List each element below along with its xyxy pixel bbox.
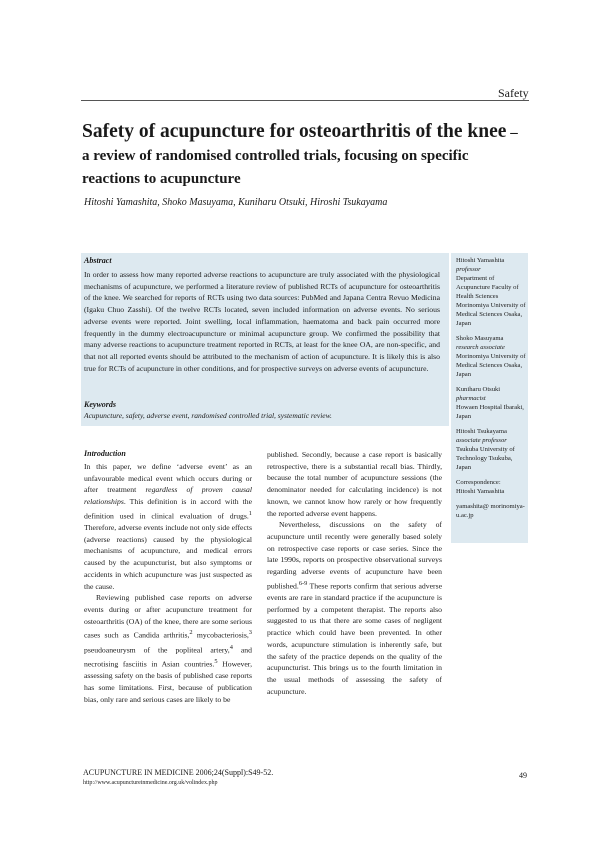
keywords-heading: Keywords: [84, 400, 116, 409]
intro-paragraph-3: published. Secondly, because a case report is basically retrospective, there is a substantial recall bias. Thirdly, because the total number of acupuncture sessions (the denominator needed for calculating incidence) is not known, we cannot know how rarely or how frequently the reported adverse event happens.: [267, 450, 442, 518]
citation-ref: 3: [248, 629, 252, 637]
author-4-affiliation: Tsukuba University of Technology Tsukuba, Japan: [456, 446, 515, 471]
author-2-affiliation: Morinomiya University of Medical Sciences Osaka, Japan: [456, 353, 526, 378]
citation-ref: 4: [229, 643, 233, 651]
intro-p2-text-b: mycobacteriosis,: [192, 630, 249, 640]
citation-ref: 2: [189, 629, 193, 637]
author-1-role: professor: [456, 266, 481, 273]
correspondence: [456, 478, 528, 496]
citation-ref: 5: [214, 657, 218, 665]
author-list: Hitoshi Yamashita, Shoko Masuyama, Kuniharu Otsuki, Hiroshi Tsukayama: [84, 197, 388, 208]
footer-url[interactable]: http://www.acupunctureinmedicine.org.uk/volindex.php: [83, 780, 218, 786]
author-3-role: pharmacist: [456, 395, 486, 402]
section-label: Safety: [498, 86, 529, 100]
author-4-role: associate professor: [456, 437, 507, 444]
intro-paragraph-4: [267, 519, 442, 697]
citation-ref: 6-9: [298, 579, 308, 587]
intro-p1-text-a: In this paper, we define ‘adverse event’ as an unfavourable medical event which occurs during or after treatment: [84, 462, 252, 495]
footer-journal-citation: ACUPUNCTURE IN MEDICINE 2006;24(Suppl):S49-52.: [83, 768, 274, 777]
citation-ref: 1: [248, 509, 252, 517]
intro-p2-text-e: However, assessing safety on the basis of published case reports has some limitations. First, because of publication bias, only rare and serious cases are likely to be: [84, 659, 252, 704]
author-4-name: Hitoshi Tsukayama: [456, 428, 507, 435]
title-subtitle: – a review of randomised controlled trials, focusing on specific reactions to acupuncture: [82, 125, 518, 187]
intro-p1-text-d: Therefore, adverse events include not only side effects (adverse reactions) caused by the physiological mechanisms of acupuncture, and medical errors caused by the acupuncturist, but also symptoms or accidents in which acupuncture was just suspected as the cause.: [84, 523, 252, 591]
author-2-role: research associate: [456, 344, 505, 351]
author-affiliations: [456, 256, 528, 526]
keywords-text: Acupuncture, safety, adverse event, randomised controlled trial, systematic review.: [84, 411, 332, 420]
affiliation-2: [456, 334, 528, 379]
abstract-text: In order to assess how many reported adverse reactions to acupuncture are truly associated with the physiological mechanisms of acupuncture, we performed a literature review of published RCTs of acupuncture for osteoarthritis of the knee. We searched for reports of RCTs using two data sources: PubMed and Japana Centra Revuo Medicina (Igaku Chuo Zasshi). Of the twelve RCTs located, seven included information on adverse events. No serious adverse events were reported. Joint swelling, local inflammation, haematoma and back pain occurred more frequently in the dummy electroacupuncture or minimal acupuncture group. We confirmed the possibility that many adverse reactions to acupuncture treatment reported in RCTs, at least for the knee OA, are non-specific, and that not all reported events should be attributed to the mechanism of action of acupuncture. It is likely this is also true for RCTs of acupuncture in other conditions, and for prospective surveys on adverse events of acupuncture.: [84, 270, 440, 373]
author-3-name: Kuniharu Otsuki: [456, 386, 501, 393]
page-number: 49: [519, 771, 527, 780]
title-main: Safety of acupuncture for osteoarthritis of the knee: [82, 121, 507, 142]
affiliation-1: [456, 256, 528, 328]
correspondence-email[interactable]: yamashita@ morinomiya-u.ac.jp: [456, 503, 525, 519]
header-rule: [81, 100, 529, 101]
author-1-name: Hitoshi Yamashita: [456, 257, 505, 264]
intro-p2-text-d: and necrotising fasciitis in Asian countries.: [84, 645, 252, 669]
author-2-name: Shoko Masuyama: [456, 335, 504, 342]
intro-p4-text-b: These reports confirm that serious adverse events are rare in standard practice if the acupuncture is performed by a competent therapist. The reports also suggested to us that there are some cases of negligent practice which could have been prevented. In other words, acupuncture stimulation is inherently safe, but the safety of the practice depends on the quality of the acupuncturist. This brings us to the fourth limitation in the usual methods of assessing the safety of acupuncture.: [267, 581, 442, 696]
author-1-affiliation: Department of Acupuncture Faculty of Health Sciences Morinomiya University of Medical Sciences Osaka, Japan: [456, 275, 526, 327]
intro-p1-emphasis: regardless of proven causal relationships: [84, 485, 253, 507]
abstract-heading: Abstract: [84, 256, 112, 265]
intro-paragraph-1: [84, 461, 252, 592]
email-block: [456, 502, 528, 520]
body-column-right: [267, 449, 442, 697]
author-3-affiliation: Howaen Hospital Ibaraki, Japan: [456, 404, 524, 420]
introduction-heading: Introduction: [84, 449, 126, 458]
article-title: [82, 121, 522, 190]
intro-p1-text-c: . This definition is in accord with the definition used in clinical evaluation of drugs.: [84, 497, 252, 521]
intro-paragraph-2: [84, 592, 252, 705]
body-column-left: [84, 461, 252, 705]
affiliation-4: [456, 427, 528, 472]
intro-p4-text-a: Nevertheless, discussions on the safety of acupuncture until recently were generally based solely on retrospective case reports or case series. Since the late 1990s, reports on prospective observational surveys regarding adverse events of acupuncture have been published.: [267, 520, 442, 591]
correspondence-label: Correspondence:: [456, 479, 501, 486]
affiliation-3: [456, 385, 528, 421]
intro-p2-text-a: Reviewing published case reports on adverse events during or after acupuncture treatment for osteoarthritis (OA) of the knee, there are some serious cases such as Candida arthritis,: [84, 593, 252, 640]
correspondence-name: Hitoshi Yamashita: [456, 488, 505, 495]
intro-p2-text-c: pseudoaneurysm of the popliteal artery,: [84, 645, 230, 655]
